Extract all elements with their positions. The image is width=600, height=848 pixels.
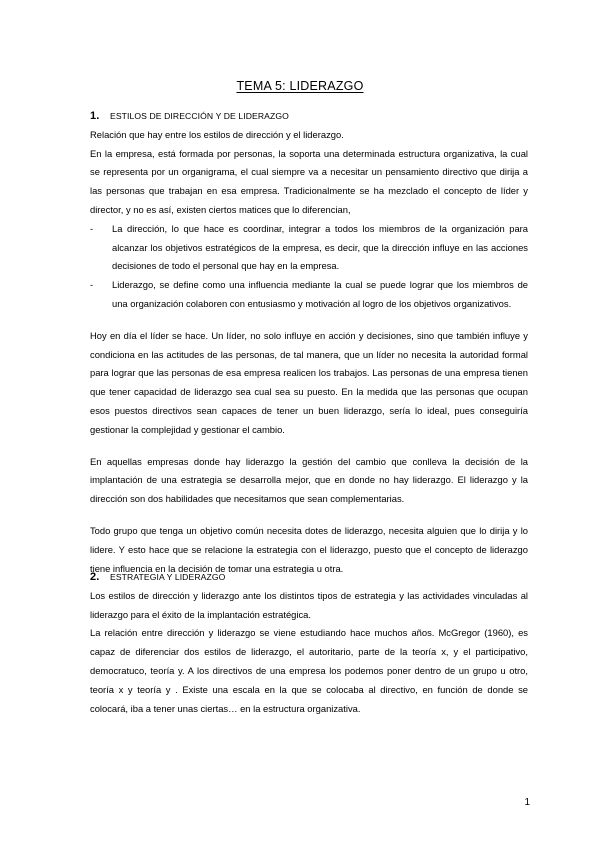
section-1-heading-text: ESTILOS DE DIRECCIÓN Y DE LIDERAZGO <box>110 111 289 121</box>
page-title: TEMA 5: LIDERAZGO <box>236 79 364 93</box>
section-2-paragraph-1: Los estilos de dirección y liderazgo ante los distintos tipos de estrategia y las actividades vinculadas al liderazgo para el éxito de la implantación estratégica. <box>90 589 528 620</box>
page-number: 1 <box>524 797 530 808</box>
section-1-list <box>90 220 528 314</box>
section-2 <box>90 568 528 718</box>
section-2-heading-text: ESTRATEGIA Y LIDERAZGO <box>110 572 226 582</box>
section-2-paragraph-2: La relación entre dirección y liderazgo se viene estudiando hace muchos años. McGregor (1960), es capaz de diferenciar dos estilos de liderazgo, el autoritario, parte de la teoría x, y el participativo, democratuco, teoría y. A los directivos de una empresa los podemos poner dentro de un grupo u otro, teoría x y teoría y . Existe una escala en la que se colocaba al directivo, en función de donde se colocará, iba a tener unas ciertas… en la estructura organizativa. <box>90 627 528 714</box>
section-2-number: 2. <box>90 571 100 583</box>
section-1-heading <box>90 107 528 126</box>
list-item: - La dirección, lo que hace es coordinar, integrar a todos los miembros de la organización para alcanzar los objetivos estratégicos de la empresa, es decir, que la dirección influye en las acciones decisiones de todo el personal que hay en la empresa. <box>90 220 528 276</box>
list-item: - Liderazgo, se define como una influencia mediante la cual se puede lograr que los miembros de una organización colaboren con entusiasmo y motivación al logro de los objetivos organizativos. <box>90 276 528 314</box>
section-1-number: 1. <box>90 110 100 122</box>
section-2-heading <box>90 568 528 587</box>
section-1-paragraph-3: En aquellas empresas donde hay liderazgo la gestión del cambio que conlleva la decisión de la implantación de una estrategia se desarrolla mejor, que en donde no hay liderazgo. El liderazgo y la dirección son dos habilidades que necesitamos que sean complementarias. <box>90 455 528 505</box>
section-1-intro: Relación que hay entre los estilos de dirección y el liderazgo. <box>90 128 344 140</box>
section-1-paragraph-2: Hoy en día el líder se hace. Un líder, no solo influye en acción y decisiones, sino que también influye y condiciona en las actitudes de las personas, de tal manera, que un líder no necesita la autoridad formal para lograr que las personas de esa empresa realicen los trabajos. Las personas de una empresa tienen que tener capacidad de liderazgo sea cual sea su puesto. En la medida que las personas que ocupan esos puestos directivos sean capaces de tener un buen liderazgo, sería lo ideal, pues conseguiría gestionar la complejidad y gestionar el cambio. <box>90 329 528 435</box>
section-1-paragraph-1: En la empresa, está formada por personas, la soporta una determinada estructura organizativa, la cual se representa por un organigrama, el cual siempre va a necesitar un pensamiento directivo que dirija a las personas que trabajan en esa empresa. Tradicionalmente se ha mezclado el concepto de líder y director, y no es así, existen ciertos matices que lo diferencian, <box>90 147 528 215</box>
section-1 <box>90 107 528 578</box>
section-1-paragraph-4: Todo grupo que tenga un objetivo común necesita dotes de liderazgo, necesita alguien que lo dirija y lo lidere. Y esto hace que se relacione la estrategia con el liderazgo, puesto que el concepto de liderazgo tiene influencia en la decisión de tomar una estrategia u otra. <box>90 524 528 574</box>
